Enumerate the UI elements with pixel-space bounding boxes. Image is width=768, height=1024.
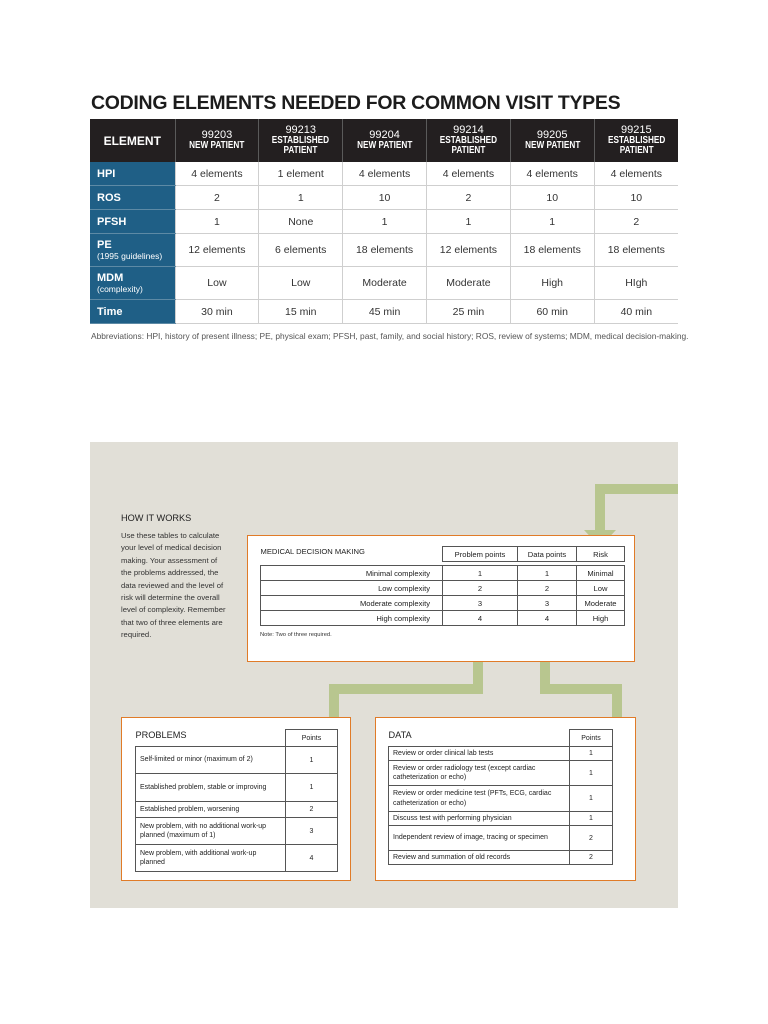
- problems-box: [121, 717, 351, 881]
- points-cell: 2: [570, 851, 613, 865]
- medical-decision-making-box: [247, 535, 635, 662]
- visit-type: ESTABLISHED PATIENT: [439, 135, 498, 156]
- row-label-sub: (complexity): [97, 284, 143, 294]
- table-cell: 45 min: [343, 300, 427, 324]
- table-row: [136, 747, 338, 774]
- table-cell: 25 min: [426, 300, 510, 324]
- mdm-header-row: [261, 547, 625, 562]
- problem-points-cell: 3: [443, 596, 518, 611]
- visit-code: 99215: [621, 124, 652, 136]
- table-row: [136, 818, 338, 845]
- visit-type: ESTABLISHED PATIENT: [272, 135, 330, 156]
- table-cell: 4 elements: [594, 162, 678, 186]
- table-cell: HIgh: [594, 267, 678, 300]
- risk-cell: Minimal: [577, 566, 625, 581]
- table-cell: 12 elements: [175, 234, 259, 267]
- data-points-cell: 1: [518, 566, 577, 581]
- problem-points-cell: 4: [443, 611, 518, 626]
- table-cell: 2: [594, 210, 678, 234]
- table-cell: 60 min: [510, 300, 594, 324]
- table-row: [389, 812, 613, 826]
- row-label-main: MDM: [97, 272, 124, 284]
- data-item: Review or order radiology test (except cardiac catheterization or echo): [389, 761, 570, 786]
- table-row: [389, 826, 613, 851]
- coding-table-title: CODING ELEMENTS NEEDED FOR COMMON VISIT TYPES: [91, 92, 621, 114]
- table-row: [261, 566, 625, 581]
- table-cell: 30 min: [175, 300, 259, 324]
- table-cell: 1: [259, 186, 343, 210]
- complexity-label: Low complexity: [261, 581, 443, 596]
- data-item: Independent review of image, tracing or specimen: [389, 826, 570, 851]
- data-box: [375, 717, 636, 881]
- table-row: [389, 786, 613, 812]
- table-cell: 1: [510, 210, 594, 234]
- visit-code: 99205: [536, 129, 568, 141]
- risk-header: Risk: [577, 547, 625, 562]
- table-cell: 1: [175, 210, 259, 234]
- problem-item: Established problem, stable or improving: [136, 774, 286, 802]
- data-item: Review and summation of old records: [389, 851, 570, 865]
- abbreviations-note: Abbreviations: HPI, history of present illness; PE, physical exam; PFSH, past, family, and social history; ROS, review of systems; MDM, medical decision-making.: [91, 331, 689, 341]
- table-cell: 1: [343, 210, 427, 234]
- row-label: Time: [90, 300, 175, 324]
- table-row: [261, 611, 625, 626]
- table-cell: 1 element: [259, 162, 343, 186]
- table-row: [389, 851, 613, 865]
- problem-item: Self-limited or minor (maximum of 2): [136, 747, 286, 774]
- table-cell: 4 elements: [426, 162, 510, 186]
- risk-cell: Low: [577, 581, 625, 596]
- mdm-note: Note: Two of three required.: [260, 632, 332, 638]
- row-label-sub: (1995 guidelines): [97, 251, 163, 261]
- row-label: HPI: [90, 162, 175, 186]
- table-cell: 10: [510, 186, 594, 210]
- problems-title: PROBLEMS: [135, 729, 187, 740]
- points-cell: 2: [570, 826, 613, 851]
- table-cell: 6 elements: [259, 234, 343, 267]
- problem-item: Established problem, worsening: [136, 802, 286, 818]
- visit-type: NEW PATIENT: [356, 140, 413, 151]
- table-cell: 4 elements: [175, 162, 259, 186]
- data-title: DATA: [388, 729, 412, 740]
- data-points-table: [388, 729, 613, 865]
- visit-code: 99214: [453, 124, 484, 136]
- table-cell: 15 min: [259, 300, 343, 324]
- risk-cell: High: [577, 611, 625, 626]
- points-cell: 1: [286, 774, 338, 802]
- table-cell: 10: [343, 186, 427, 210]
- points-cell: 1: [286, 747, 338, 774]
- table-row: [261, 596, 625, 611]
- table-cell: Moderate: [426, 267, 510, 300]
- element-column-header: ELEMENT: [90, 119, 175, 162]
- mdm-title: MEDICAL DECISION MAKING: [260, 546, 365, 556]
- visit-type: NEW PATIENT: [189, 140, 245, 151]
- data-header-row: [389, 730, 613, 747]
- table-cell: Low: [175, 267, 259, 300]
- table-row: [261, 581, 625, 596]
- visit-type: NEW PATIENT: [524, 140, 580, 151]
- problem-item: New problem, with no additional work-up planned (maximum of 1): [136, 818, 286, 845]
- problems-header-row: [136, 730, 338, 747]
- table-row: [389, 761, 613, 786]
- table-row: [136, 845, 338, 872]
- points-cell: 1: [570, 761, 613, 786]
- risk-connector-line: [600, 489, 678, 533]
- table-cell: Low: [259, 267, 343, 300]
- how-it-works-text: Use these tables to calculate your level of medical decision making. Your assessment of the problems addressed, the data reviewed and the level of risk will determine the overall level of complexity. Remember that two of three elements are required.: [121, 531, 226, 640]
- table-row: [136, 774, 338, 802]
- points-cell: 2: [286, 802, 338, 818]
- points-cell: 1: [570, 812, 613, 826]
- points-cell: 1: [570, 747, 613, 761]
- risk-cell: Moderate: [577, 596, 625, 611]
- problem-points-cell: 2: [443, 581, 518, 596]
- problem-item: New problem, with additional work-up planned: [136, 845, 286, 872]
- table-cell: 4 elements: [510, 162, 594, 186]
- table-cell: 18 elements: [510, 234, 594, 267]
- data-item: Discuss test with performing physician: [389, 812, 570, 826]
- problem-points-header: Problem points: [443, 547, 518, 562]
- data-points-cell: 3: [518, 596, 577, 611]
- data-points-header: Data points: [518, 547, 577, 562]
- problems-table: [135, 729, 338, 872]
- mdm-table: [260, 546, 625, 626]
- data-item: Review or order medicine test (PFTs, ECG, cardiac catheterization or echo): [389, 786, 570, 812]
- table-cell: 40 min: [594, 300, 678, 324]
- table-cell: 2: [426, 186, 510, 210]
- complexity-label: Minimal complexity: [261, 566, 443, 581]
- points-header: Points: [286, 730, 338, 747]
- complexity-label: High complexity: [261, 611, 443, 626]
- table-cell: 2: [175, 186, 259, 210]
- table-cell: Moderate: [343, 267, 427, 300]
- points-header: Points: [570, 730, 613, 747]
- visit-type: ESTABLISHED PATIENT: [607, 135, 665, 156]
- visit-code: 99204: [369, 129, 400, 141]
- table-row: [136, 802, 338, 818]
- visit-code: 99203: [201, 129, 233, 141]
- data-item: Review or order clinical lab tests: [389, 747, 570, 761]
- how-it-works-title: HOW IT WORKS: [121, 513, 192, 523]
- table-cell: 12 elements: [426, 234, 510, 267]
- table-cell: 18 elements: [343, 234, 427, 267]
- table-cell: 18 elements: [594, 234, 678, 267]
- visit-code: 99213: [285, 124, 317, 136]
- table-cell: 4 elements: [343, 162, 427, 186]
- row-label: ROS: [90, 186, 175, 210]
- table-cell: High: [510, 267, 594, 300]
- points-cell: 3: [286, 818, 338, 845]
- points-cell: 4: [286, 845, 338, 872]
- row-label-main: PE: [97, 239, 112, 251]
- table-cell: None: [259, 210, 343, 234]
- table-cell: 10: [594, 186, 678, 210]
- data-points-cell: 2: [518, 581, 577, 596]
- data-points-cell: 4: [518, 611, 577, 626]
- problem-points-cell: 1: [443, 566, 518, 581]
- table-row: [389, 747, 613, 761]
- points-cell: 1: [570, 786, 613, 812]
- row-label: PFSH: [90, 210, 175, 234]
- complexity-label: Moderate complexity: [261, 596, 443, 611]
- table-cell: 1: [426, 210, 510, 234]
